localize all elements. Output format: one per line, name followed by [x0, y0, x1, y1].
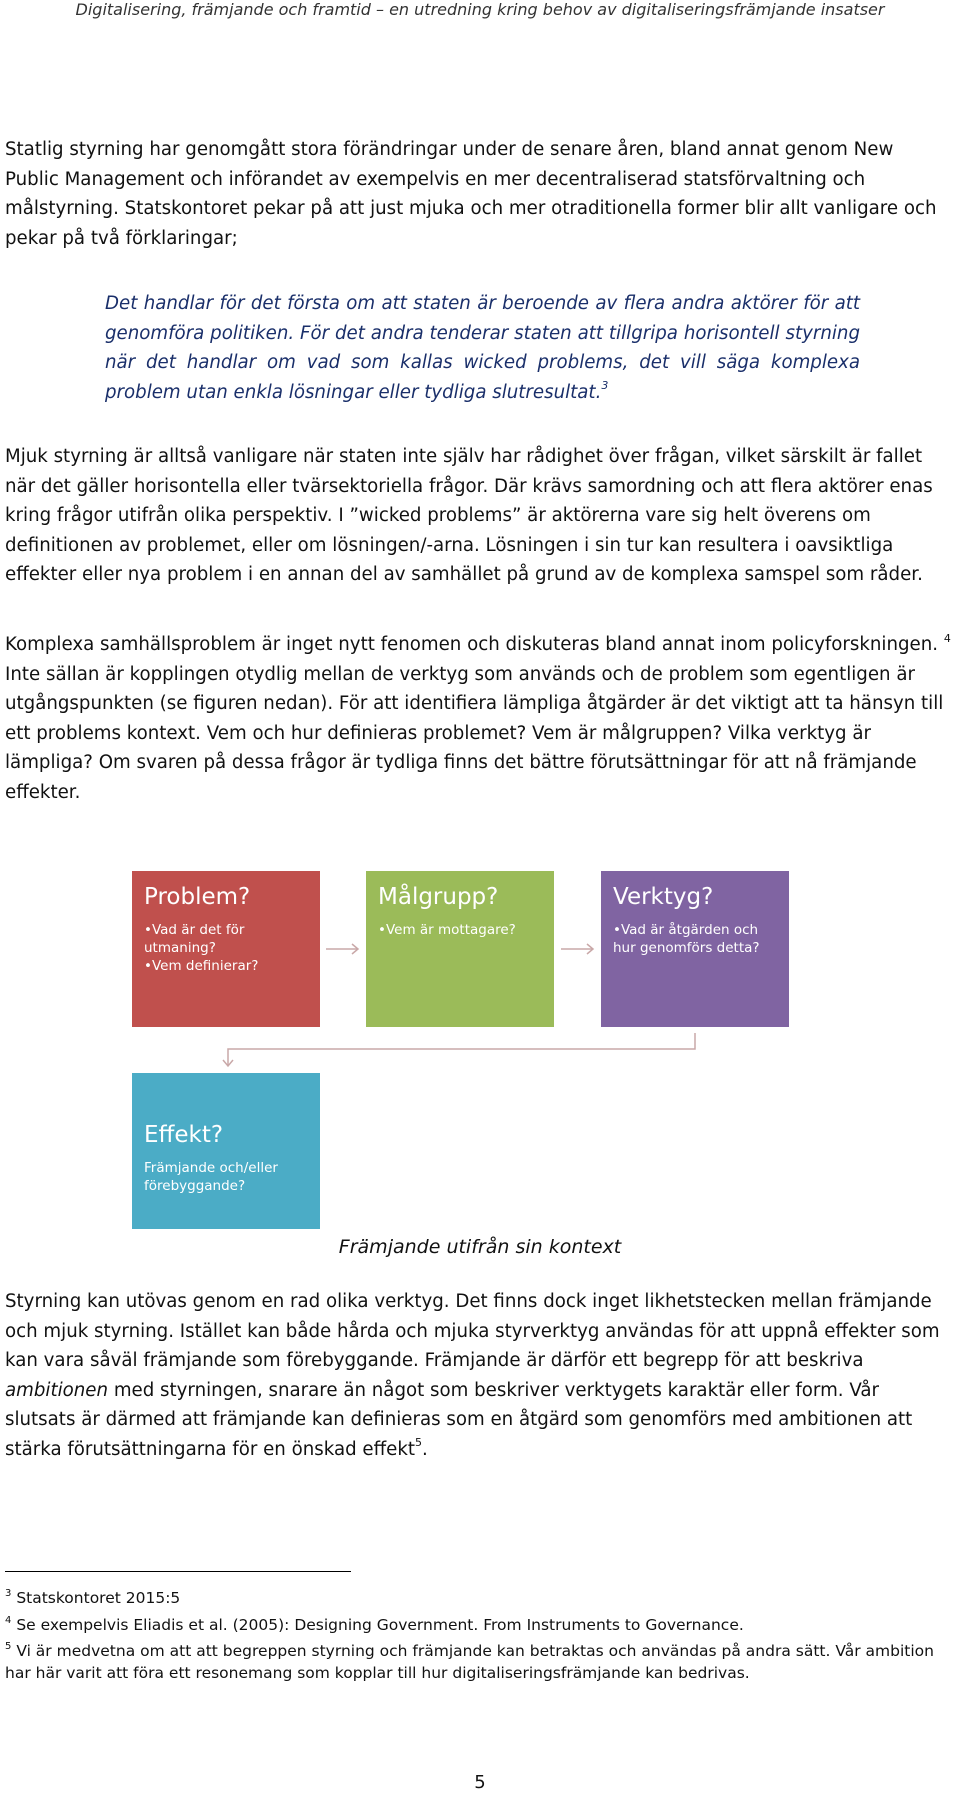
footnote-4-text: Se exempelvis Eliadis et al. (2005): Designing Government. From Instruments to Governance.: [16, 1616, 744, 1634]
emphasis-ambitionen: ambitionen: [5, 1379, 109, 1401]
running-header: Digitalisering, främjande och framtid – en utredning kring behov av digitaliseringsfrämjande insatser: [75, 0, 885, 19]
footnote-5-number: 5: [5, 1640, 12, 1652]
footnote-3-number: 3: [5, 1587, 12, 1599]
box-effekt-title: Effekt?: [144, 1122, 224, 1148]
paragraph-3-part-a: Komplexa samhällsproblem är inget nytt fenomen och diskuteras bland annat inom policyforskningen.: [5, 634, 939, 655]
paragraph-4-end: .: [422, 1438, 428, 1460]
paragraph-3-part-b: Inte sällan är kopplingen otydlig mellan de verktyg som används och de problem som egentligen är utgångspunkten (se figuren nedan). För att identifiera lämpliga åtgärder är det viktigt att ta hänsyn till ett problems kontext. Vem och hur definieras problemet? Vem är målgruppen? Vilka verktyg är lämpliga? Om svaren på dessa frågor är tydliga finns det bättre förutsättningar för att nå främjande effekter.: [5, 663, 944, 803]
box-verktyg-title: Verktyg?: [613, 884, 714, 910]
footnote-3: [5, 1587, 945, 1609]
paragraph-4: [5, 1287, 951, 1464]
paragraph-4-part-b: med styrningen, snarare än något som beskriver verktygets karaktär eller form. Vår slutsats är därmed att främjande kan definieras som en åtgärd som genomförs med ambitionen att stärka förutsättningarna för en önskad effekt: [5, 1379, 913, 1460]
footnote-ref-3[interactable]: 3: [601, 379, 609, 393]
box-problem-bullet-1: •Vad är det för utmaning?: [144, 922, 245, 956]
footnote-4-number: 4: [5, 1614, 12, 1626]
footnote-ref-4[interactable]: 4: [943, 631, 951, 645]
footnote-separator: [5, 1571, 351, 1572]
footnote-3-text: Statskontoret 2015:5: [16, 1589, 181, 1607]
footnote-ref-5[interactable]: 5: [415, 1436, 422, 1450]
page-number: 5: [474, 1772, 486, 1793]
box-effekt-text: Främjande och/eller förebyggande?: [144, 1160, 278, 1194]
figure-caption: Främjande utifrån sin kontext: [338, 1236, 622, 1258]
box-problem-title: Problem?: [144, 884, 251, 910]
footnote-5-text: Vi är medvetna om att att begreppen styrning och främjande kan betraktas och användas på andra sätt. Vår ambition har här varit att föra ett resonemang som kopplar till hur digitaliseringsfrämjande kan bedrivas.: [5, 1642, 934, 1682]
paragraph-1: Statlig styrning har genomgått stora förändringar under de senare åren, bland annat genom New Public Management och införandet av exempelvis en mer decentraliserad statsförvaltning och målstyrning. Statskontoret pekar på att just mjuka och mer otraditionella former blir allt vanligare och pekar på två förklaringar;: [5, 139, 937, 249]
box-malgrupp-bullet-1: •Vem är mottagare?: [378, 922, 516, 938]
box-problem-bullet-2: •Vem definierar?: [144, 958, 259, 974]
quote-text: Det handlar för det första om att staten är beroende av flera andra aktörer för att genomföra politiken. För det andra tenderar staten att tillgripa horisontell styrning när det handlar om vad som kallas wicked problems, det vill säga komplexa problem utan enkla lösningar eller tydliga slutresultat.: [105, 293, 860, 403]
footnote-5: [5, 1640, 945, 1684]
paragraph-4-part-a: Styrning kan utövas genom en rad olika verktyg. Det finns dock inget likhetstecken mellan främjande och mjuk styrning. Istället kan både hårda och mjuka styrverktyg användas för att uppnå effekter som kan vara såväl främjande som förebyggande. Främjande är därför ett begrepp för att beskriva: [5, 1291, 940, 1371]
box-malgrupp-title: Målgrupp?: [378, 884, 499, 910]
paragraph-2: Mjuk styrning är alltså vanligare när staten inte själv har rådighet över frågan, vilket särskilt är fallet när det gäller horisontella eller tvärsektoriella frågor. Där krävs samordning och att flera aktörer enas kring frågor utifrån olika perspektiv. I ”wicked problems” är aktörerna vare sig helt överens om definitionen av problemet, eller om lösningen/-arna. Lösningen i sin tur kan resultera i oavsiktliga effekter eller nya problem i en annan del av samhället på grund av de komplexa samspel som råder.: [5, 446, 933, 585]
box-verktyg-bullet-1: •Vad är åtgärden och hur genomförs detta?: [613, 922, 760, 956]
footnote-4: [5, 1614, 945, 1636]
arrow-verktyg-to-effekt: [228, 1033, 695, 1066]
